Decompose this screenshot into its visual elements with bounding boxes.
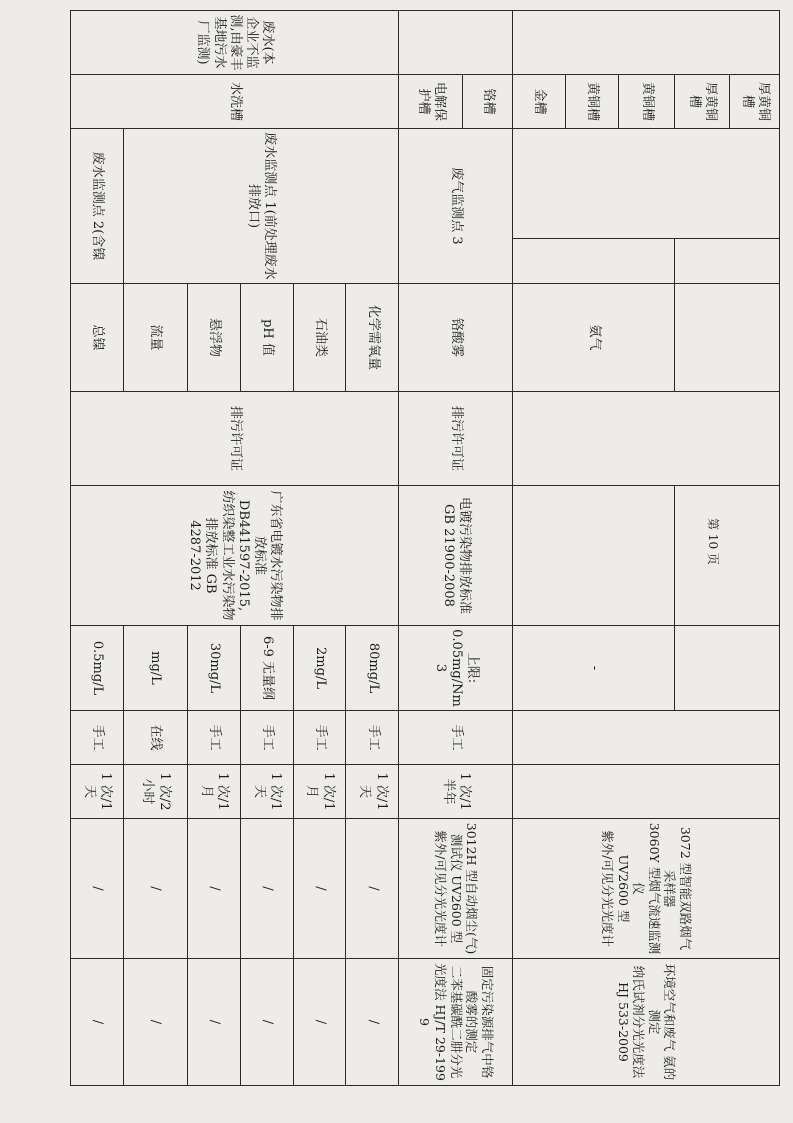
cell-instrument: / [71, 819, 124, 959]
table-row [346, 11, 399, 1086]
cell-point: 废水监测点 1(前处理废水排放口) [124, 129, 399, 284]
cell-pollutant: 总镍 [71, 284, 124, 392]
cell-mode: 手工 [293, 711, 346, 765]
cell-blank [513, 129, 780, 239]
table-row [730, 11, 780, 1086]
cell-limit: 80mg/L [346, 626, 399, 711]
cell-tank: 黄铜槽 [566, 75, 619, 129]
cell-pollutant: 化学需氧量 [346, 284, 399, 392]
cell-limit: 0.5mg/L [71, 626, 124, 711]
cell-freq: 1 次/1 天 [71, 765, 124, 819]
cell-category: 废水(本企业不监测,由豪丰基地污水厂监测) [71, 11, 399, 75]
cell-blank [399, 11, 513, 75]
cell-point: 废水监测点 2(含镍 [71, 129, 124, 284]
cell-method: 环境空气和废气 氨的测定 纳氏试剂分光光度法 HJ 533-2009 [513, 959, 780, 1086]
cell-instrument: / [240, 819, 293, 959]
cell-limit: 2mg/L [293, 626, 346, 711]
cell-tank: 电解保护槽 [399, 75, 463, 129]
cell-blank [513, 11, 780, 75]
cell-freq: 1 次/1 月 [187, 765, 240, 819]
cell-tank: 黄铜槽 [619, 75, 675, 129]
cell-basis: 排污许可证 [399, 392, 513, 486]
cell-blank [513, 486, 675, 626]
cell-limit: - [513, 626, 675, 711]
cell-blank [674, 284, 779, 392]
cell-method: / [240, 959, 293, 1086]
cell-method: 固定污染源排气中铬酸雾的测定 二苯基碳酰二肼分光光度法 HJ/T 29-1999 [399, 959, 513, 1086]
cell-standard: 电镀污染物排放标准 GB 21900-2008 [399, 486, 513, 626]
cell-method: / [124, 959, 188, 1086]
cell-limit: 6-9 无量纲 [240, 626, 293, 711]
cell-pollutant: 流量 [124, 284, 188, 392]
cell-limit: 上限: 0.05mg/Nm3 [399, 626, 513, 711]
cell-instrument: / [346, 819, 399, 959]
cell-mode: 在线 [124, 711, 188, 765]
cell-blank [674, 486, 779, 626]
cell-source: 水洗槽 [71, 75, 399, 129]
cell-blank [513, 239, 675, 284]
page-number: 第 10 页 [706, 518, 720, 565]
monitoring-table [70, 10, 780, 1086]
cell-instrument: 3012H 型自动烟尘(气)测试仪 UV2600 型 紫外/可见分光光度计 [399, 819, 513, 959]
cell-freq: 1 次/1 半年 [399, 765, 513, 819]
cell-pollutant: pH 值 [240, 284, 293, 392]
cell-pollutant: 铬酸雾 [399, 284, 513, 392]
cell-method: / [293, 959, 346, 1086]
cell-freq: 1 次/1 天 [240, 765, 293, 819]
cell-blank [513, 711, 780, 765]
cell-tank: 厚黄铜槽 [730, 75, 780, 129]
cell-blank [513, 392, 780, 486]
cell-freq: 1 次/2 小时 [124, 765, 188, 819]
cell-method: / [187, 959, 240, 1086]
cell-instrument: / [124, 819, 188, 959]
cell-method: / [71, 959, 124, 1086]
cell-limit: 30mg/L [187, 626, 240, 711]
cell-mode: 手工 [71, 711, 124, 765]
cell-pollutant: 石油类 [293, 284, 346, 392]
cell-pollutant: 悬浮物 [187, 284, 240, 392]
cell-blank [513, 765, 780, 819]
cell-mode: 手工 [187, 711, 240, 765]
cell-freq: 1 次/1 月 [293, 765, 346, 819]
cell-tank: 金槽 [513, 75, 566, 129]
cell-mode: 手工 [346, 711, 399, 765]
table-row [462, 11, 512, 1086]
rotated-monitoring-table [70, 10, 780, 1085]
cell-instrument: / [293, 819, 346, 959]
cell-freq: 1 次/1 天 [346, 765, 399, 819]
cell-instrument: / [187, 819, 240, 959]
cell-tank: 厚黄铜槽 [674, 75, 730, 129]
cell-basis: 排污许可证 [71, 392, 399, 486]
cell-tank: 铬槽 [462, 75, 512, 129]
cell-point: 废气监测点 3 [399, 129, 513, 284]
cell-blank [674, 626, 779, 711]
cell-standard: 广东省电镀水污染物排放标准 DB441597-2015, 纺织染整工业水污染物排放标准 GB 4287-2012 [71, 486, 399, 626]
cell-mode: 手工 [399, 711, 513, 765]
cell-pollutant: 氨气 [513, 284, 675, 392]
cell-mode: 手工 [240, 711, 293, 765]
cell-blank [674, 239, 779, 284]
cell-instrument: 3072 型智能双路烟气采样器 3060Y 型烟气流速监测仪 UV2600 型 紫外/可见分光光度计 [513, 819, 780, 959]
cell-limit: mg/L [124, 626, 188, 711]
cell-method: / [346, 959, 399, 1086]
